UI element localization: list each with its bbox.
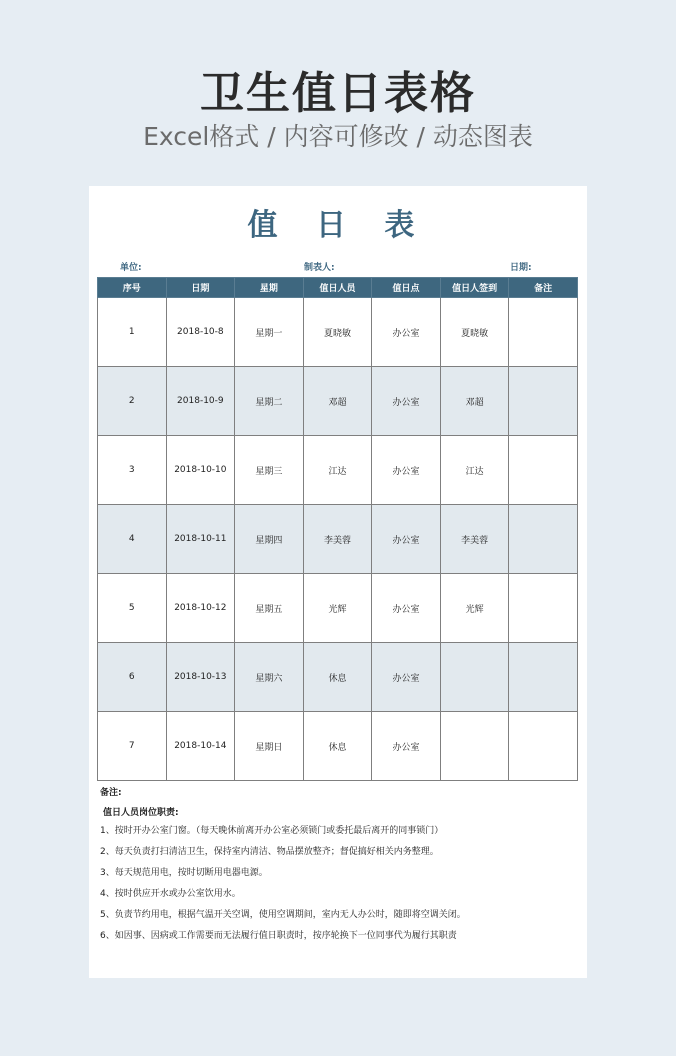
cell-index[interactable]: 2 [98, 367, 167, 436]
column-header-person: 值日人员 [303, 278, 372, 298]
cell-signature[interactable]: 李美蓉 [440, 505, 509, 574]
cell-signature[interactable]: 邓超 [440, 367, 509, 436]
table-row [98, 712, 578, 781]
cell-index[interactable]: 7 [98, 712, 167, 781]
column-header-date: 日期 [166, 278, 235, 298]
cell-person[interactable]: 李美蓉 [303, 505, 372, 574]
duties-label: 值日人员岗位职责: [103, 808, 179, 818]
note-item: 1、按时开办公室门窗。（每天晚休前离开办公室必须锁门或委托最后离开的同事锁门） [100, 826, 444, 836]
cell-remarks[interactable] [509, 643, 578, 712]
column-header-signature: 值日人签到 [440, 278, 509, 298]
cell-weekday[interactable]: 星期五 [235, 574, 304, 643]
banner-title: 卫生值日表格 [200, 68, 476, 119]
cell-signature[interactable]: 夏晓敏 [440, 298, 509, 367]
cell-index[interactable]: 3 [98, 436, 167, 505]
cell-remarks[interactable] [509, 298, 578, 367]
cell-weekday[interactable]: 星期二 [235, 367, 304, 436]
duty-table [97, 277, 578, 781]
cell-weekday[interactable]: 星期一 [235, 298, 304, 367]
cell-signature[interactable] [440, 643, 509, 712]
note-item: 5、负责节约用电，根据气温开关空调，使用空调期间，室内无人办公时，随即将空调关闭。 [100, 910, 466, 920]
cell-person[interactable]: 休息 [303, 712, 372, 781]
note-item: 6、如因事、因病或工作需要而无法履行值日职责时，按序轮换下一位同事代为履行其职责 [100, 931, 457, 941]
cell-date[interactable]: 2018-10-14 [166, 712, 235, 781]
column-header-remarks: 备注 [509, 278, 578, 298]
notes-label: 备注: [100, 788, 122, 798]
duty-sheet [89, 186, 587, 978]
cell-date[interactable]: 2018-10-13 [166, 643, 235, 712]
cell-date[interactable]: 2018-10-10 [166, 436, 235, 505]
cell-weekday[interactable]: 星期日 [235, 712, 304, 781]
cell-remarks[interactable] [509, 436, 578, 505]
banner-subtitle: Excel格式 / 内容可修改 / 动态图表 [143, 122, 533, 151]
cell-date[interactable]: 2018-10-8 [166, 298, 235, 367]
cell-person[interactable]: 休息 [303, 643, 372, 712]
table-row [98, 505, 578, 574]
cell-weekday[interactable]: 星期四 [235, 505, 304, 574]
cell-date[interactable]: 2018-10-11 [166, 505, 235, 574]
cell-index[interactable]: 5 [98, 574, 167, 643]
note-item: 2、每天负责打扫清洁卫生，保持室内清洁、物品摆放整齐；督促搞好相关内务整理。 [100, 847, 439, 857]
cell-index[interactable]: 6 [98, 643, 167, 712]
notes-section [100, 785, 580, 947]
cell-person[interactable]: 光辉 [303, 574, 372, 643]
note-item: 3、每天规范用电，按时切断用电器电源。 [100, 868, 268, 878]
cell-index[interactable]: 1 [98, 298, 167, 367]
cell-location[interactable]: 办公室 [372, 712, 441, 781]
cell-remarks[interactable] [509, 367, 578, 436]
cell-location[interactable]: 办公室 [372, 298, 441, 367]
table-row [98, 643, 578, 712]
cell-person[interactable]: 江达 [303, 436, 372, 505]
cell-location[interactable]: 办公室 [372, 367, 441, 436]
cell-remarks[interactable] [509, 505, 578, 574]
cell-weekday[interactable]: 星期三 [235, 436, 304, 505]
table-row [98, 298, 578, 367]
column-header-weekday: 星期 [235, 278, 304, 298]
meta-unit-label: 单位: [120, 263, 142, 273]
cell-signature[interactable] [440, 712, 509, 781]
note-item: 4、按时供应开水或办公室饮用水。 [100, 889, 241, 899]
column-header-index: 序号 [98, 278, 167, 298]
table-row [98, 367, 578, 436]
cell-location[interactable]: 办公室 [372, 643, 441, 712]
cell-remarks[interactable] [509, 574, 578, 643]
cell-signature[interactable]: 江达 [440, 436, 509, 505]
banner [0, 0, 676, 185]
meta-date-label: 日期: [510, 263, 532, 273]
table-row [98, 436, 578, 505]
cell-person[interactable]: 邓超 [303, 367, 372, 436]
table-row [98, 574, 578, 643]
cell-location[interactable]: 办公室 [372, 574, 441, 643]
meta-maker-label: 制表人: [304, 263, 335, 273]
cell-signature[interactable]: 光辉 [440, 574, 509, 643]
sheet-title: 值 日 表 [247, 208, 429, 243]
cell-date[interactable]: 2018-10-12 [166, 574, 235, 643]
cell-index[interactable]: 4 [98, 505, 167, 574]
column-header-location: 值日点 [372, 278, 441, 298]
cell-person[interactable]: 夏晓敏 [303, 298, 372, 367]
cell-weekday[interactable]: 星期六 [235, 643, 304, 712]
cell-location[interactable]: 办公室 [372, 436, 441, 505]
header-row [98, 278, 578, 298]
cell-location[interactable]: 办公室 [372, 505, 441, 574]
cell-date[interactable]: 2018-10-9 [166, 367, 235, 436]
cell-remarks[interactable] [509, 712, 578, 781]
